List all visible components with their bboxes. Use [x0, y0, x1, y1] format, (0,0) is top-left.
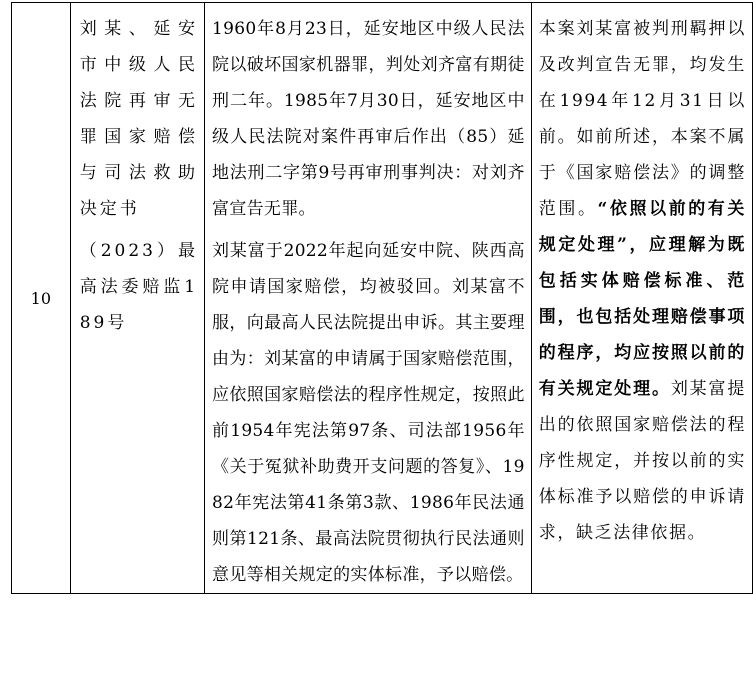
case-facts-cell: [205, 3, 532, 594]
reasoning-text: [539, 11, 746, 551]
reasoning-bold-holding: “依照以前的有关规定处理”，应理解为既包括实体赔偿标准、范围，也包括处理赔偿事项的程序，均应按照以前的有关规定处理。: [538, 199, 746, 399]
reasoning-cell: [531, 3, 752, 594]
decision-title: 刘某、延安市中级人民法院再审无罪国家赔偿与司法救助决定书: [79, 19, 199, 219]
facts-paragraph-1: 1960年8月23日，延安地区中级人民法院以破坏国家机器罪，判处刘齐富有期徒刑二年。1985年7月30日，延安地区中级人民法院对案件再审后作出（85）延地法刑二字第9号再审刑事判决：对刘齐富宣告无罪。: [212, 19, 525, 219]
case-table: [11, 2, 753, 594]
case-name-cell: [70, 3, 204, 594]
facts-paragraph-2: 刘某富于2022年起向延安中院、陕西高院申请国家赔偿，均被驳回。刘某富不服，向最高人民法院提出申诉。其主要理由为：刘某富的申请属于国家赔偿范围，应依照国家赔偿法的程序性规定，按照此前1954年宪法第97条、司法部1956年《关于冤狱补助费开支问题的答复》、1982年宪法第41条第3款、1986年民法通则第121条、最高法院贯彻执行民法通则意见等相关规定的实体标准，予以赔偿。: [212, 241, 525, 585]
case-number: 10: [30, 288, 52, 308]
reasoning-part-2: 刘某富提出的依照国家赔偿法的程序性规定，并按以前的实体标准予以赔偿的申诉请求，缺乏法律依据。: [538, 379, 746, 543]
reasoning-part-1: 本案刘某富被判刑羁押以及改判宣告无罪，均发生在1994年12月31日以前。如前所述，本案不属于《国家赔偿法》的调整范围。: [538, 19, 746, 219]
case-number-cell: [12, 3, 71, 594]
case-reference-number: （2023）最高法委赔监189号: [79, 241, 199, 333]
table-row: [12, 3, 753, 594]
